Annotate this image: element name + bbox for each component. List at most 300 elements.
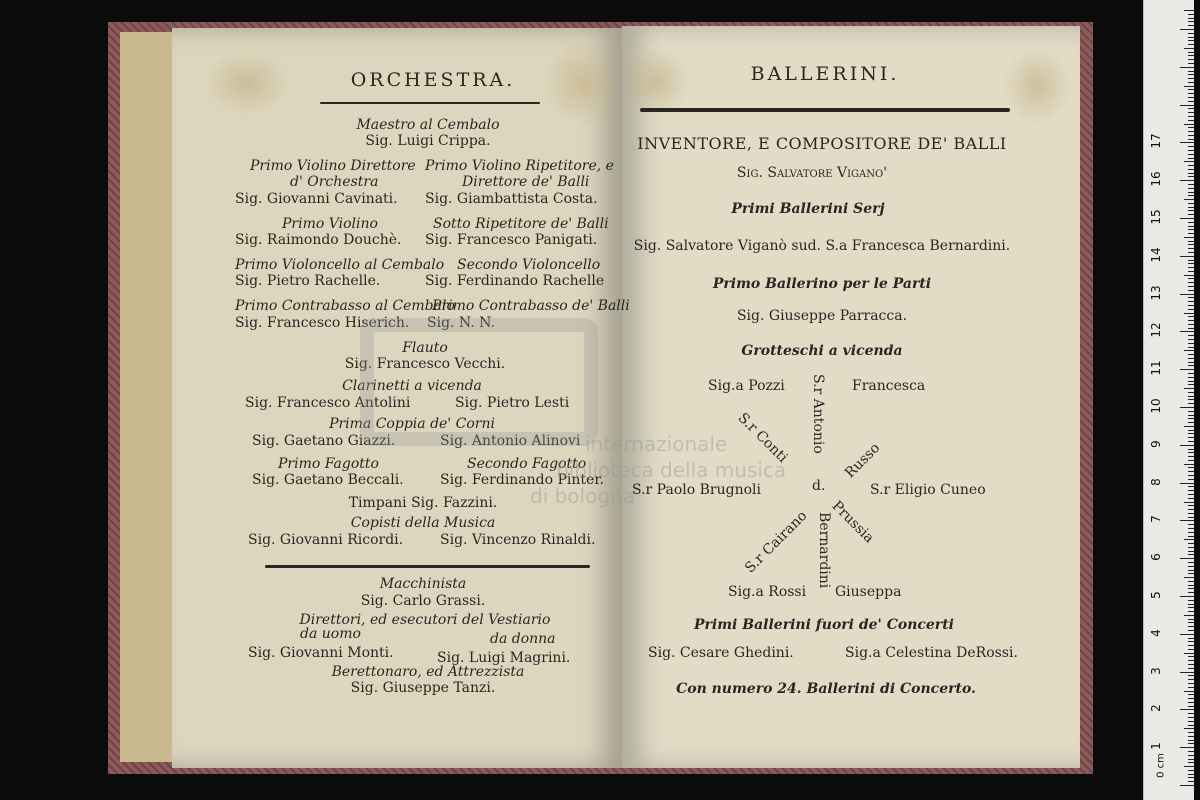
ruler-tick bbox=[1188, 585, 1194, 586]
ruler-tick bbox=[1188, 513, 1194, 514]
ruler-tick bbox=[1188, 210, 1194, 211]
orchestra-macch-name: Sig. Carlo Grassi. bbox=[360, 593, 486, 609]
orchestra-clar-label: Clarinetti a vicenda bbox=[342, 378, 482, 394]
ruler-tick bbox=[1188, 702, 1194, 703]
ruler-tick bbox=[1184, 313, 1194, 314]
page-stain bbox=[622, 46, 692, 116]
ruler-tick bbox=[1188, 71, 1194, 72]
ruler-tick bbox=[1184, 426, 1194, 427]
ruler-tick bbox=[1188, 248, 1194, 249]
orchestra-heading: ORCHESTRA. bbox=[350, 69, 516, 91]
ruler-tick bbox=[1188, 339, 1194, 340]
ruler-number: 15 bbox=[1149, 209, 1163, 225]
orchestra-corni-name2: Sig. Antonio Alinovi bbox=[440, 433, 581, 449]
ruler-tick bbox=[1188, 286, 1194, 287]
ruler-tick bbox=[1188, 150, 1194, 151]
ruler-tick bbox=[1188, 570, 1194, 571]
ruler-tick bbox=[1188, 384, 1194, 385]
ruler-tick bbox=[1180, 672, 1194, 673]
ruler-number: 2 bbox=[1149, 704, 1163, 713]
ruler-tick bbox=[1188, 694, 1194, 695]
ruler-number: 5 bbox=[1149, 591, 1163, 599]
ruler-tick bbox=[1188, 777, 1194, 778]
ruler-tick bbox=[1188, 679, 1194, 680]
ruler-tick bbox=[1184, 48, 1194, 49]
ruler-tick bbox=[1188, 335, 1194, 336]
ruler-tick bbox=[1188, 732, 1194, 733]
ruler-tick bbox=[1188, 774, 1194, 775]
ruler-tick bbox=[1184, 464, 1194, 465]
orchestra-sr-name: Sig. Francesco Panigati. bbox=[425, 232, 598, 248]
ruler-tick bbox=[1188, 743, 1194, 744]
page-stain bbox=[202, 48, 292, 118]
ruler-tick bbox=[1184, 237, 1194, 238]
ruler-tick bbox=[1188, 116, 1194, 117]
ruler-tick bbox=[1188, 517, 1194, 518]
ruler-tick bbox=[1188, 320, 1194, 321]
ruler-tick bbox=[1188, 93, 1194, 94]
ruler-tick bbox=[1188, 505, 1194, 506]
ruler-tick bbox=[1180, 747, 1194, 748]
heading-rule bbox=[320, 102, 540, 104]
ruler-tick bbox=[1188, 97, 1194, 98]
ruler-tick bbox=[1188, 173, 1194, 174]
concerto-line: Con numero 24. Ballerini di Concerto. bbox=[676, 681, 976, 697]
ruler-tick bbox=[1188, 751, 1194, 752]
orchestra-copisti-name1: Sig. Giovanni Ricordi. bbox=[248, 532, 404, 548]
ruler-tick bbox=[1188, 112, 1194, 113]
ruler-tick bbox=[1188, 101, 1194, 102]
star-brugnoli: S.r Paolo Brugnoli bbox=[632, 482, 761, 498]
ruler-tick bbox=[1188, 226, 1194, 227]
ruler-tick bbox=[1188, 59, 1194, 60]
ruler-tick bbox=[1188, 324, 1194, 325]
ruler-tick bbox=[1188, 127, 1194, 128]
ruler-tick bbox=[1188, 411, 1194, 412]
ruler-tick bbox=[1188, 63, 1194, 64]
orchestra-pvd-label1: Primo Violino Direttore bbox=[250, 158, 416, 174]
star-cairano: S.r Cairano bbox=[742, 507, 811, 577]
ruler-tick bbox=[1188, 490, 1194, 491]
ruler-tick bbox=[1188, 154, 1194, 155]
ruler-tick bbox=[1188, 176, 1194, 177]
ruler-tick bbox=[1188, 683, 1194, 684]
orchestra-pf-name: Sig. Gaetano Beccali. bbox=[252, 472, 404, 488]
ruler-tick bbox=[1188, 52, 1194, 53]
ruler-tick bbox=[1180, 105, 1194, 106]
ruler-tick bbox=[1188, 740, 1194, 741]
ruler-tick bbox=[1188, 759, 1194, 760]
ballerini-heading: BALLERINI. bbox=[750, 63, 900, 85]
ruler-tick bbox=[1188, 33, 1194, 34]
star-bernardini: Bernardini bbox=[816, 512, 832, 589]
ruler-tick bbox=[1188, 373, 1194, 374]
ruler-tick bbox=[1188, 479, 1194, 480]
ruler-tick bbox=[1188, 381, 1194, 382]
ruler-tick bbox=[1188, 630, 1194, 631]
ruler-tick bbox=[1188, 146, 1194, 147]
ruler-tick bbox=[1188, 203, 1194, 204]
ruler-tick bbox=[1184, 86, 1194, 87]
ruler-number: 3 bbox=[1149, 666, 1163, 675]
ruler-tick bbox=[1188, 706, 1194, 707]
ruler-number: 13 bbox=[1149, 284, 1163, 301]
ruler-tick bbox=[1188, 301, 1194, 302]
orchestra-dir-name1: Sig. Giovanni Monti. bbox=[248, 645, 394, 661]
ruler-tick bbox=[1188, 755, 1194, 756]
ruler-number: 10 bbox=[1149, 398, 1163, 414]
ruler-tick bbox=[1188, 165, 1194, 166]
ruler-tick bbox=[1188, 354, 1194, 355]
ruler-tick bbox=[1188, 40, 1194, 41]
ruler-tick bbox=[1180, 634, 1194, 635]
orchestra-pvr-name: Sig. Giambattista Costa. bbox=[425, 191, 598, 207]
ruler-tick bbox=[1188, 195, 1194, 196]
ruler-tick bbox=[1188, 649, 1194, 650]
parti-name: Sig. Giuseppe Parracca. bbox=[736, 308, 908, 324]
ruler-tick bbox=[1188, 422, 1194, 423]
orchestra-dir-label: Direttori, ed esecutori del Vestiario bbox=[299, 612, 551, 628]
ruler-tick bbox=[1188, 725, 1194, 726]
ruler-tick bbox=[1188, 278, 1194, 279]
ruler-tick bbox=[1188, 638, 1194, 639]
ruler-tick bbox=[1188, 25, 1194, 26]
ruler-tick bbox=[1188, 687, 1194, 688]
ruler-tick bbox=[1188, 347, 1194, 348]
ruler-tick bbox=[1188, 626, 1194, 627]
serj-names: Sig. Salvatore Viganò sud. S.a Francesca Bernardini. bbox=[633, 238, 1011, 254]
ruler-tick bbox=[1188, 430, 1194, 431]
orchestra-pcc-label: Primo Contrabasso al Cembalo bbox=[235, 298, 455, 314]
orchestra-pvc-name: Sig. Pietro Rachelle. bbox=[235, 273, 381, 289]
orchestra-pvd-label2: d' Orchestra bbox=[290, 174, 379, 190]
ruler-tick bbox=[1184, 388, 1194, 389]
orchestra-beret-label: Berettonaro, ed Attrezzista bbox=[331, 664, 525, 680]
ruler-tick bbox=[1188, 641, 1194, 642]
ruler-tick bbox=[1188, 290, 1194, 291]
ruler-tick bbox=[1188, 21, 1194, 22]
ruler-tick bbox=[1188, 108, 1194, 109]
fuori-name-2: Sig.a Celestina DeRossi. bbox=[845, 645, 1018, 661]
orchestra-dir-name2: Sig. Luigi Magrini. bbox=[437, 650, 571, 666]
ruler-tick bbox=[1188, 592, 1194, 593]
ruler-tick bbox=[1180, 520, 1194, 521]
star-russo: Russo bbox=[842, 440, 884, 482]
fuori-label: Primi Ballerini fuori de' Concerti bbox=[694, 617, 954, 633]
primi-serj-label: Primi Ballerini Serj bbox=[731, 201, 885, 217]
section-rule bbox=[265, 565, 590, 568]
ruler-tick bbox=[1184, 502, 1194, 503]
ruler-tick bbox=[1188, 184, 1194, 185]
ruler-tick bbox=[1188, 437, 1194, 438]
ruler-tick bbox=[1188, 668, 1194, 669]
page-stain bbox=[542, 38, 622, 128]
ruler-tick bbox=[1188, 233, 1194, 234]
ruler-tick bbox=[1188, 494, 1194, 495]
ruler-tick bbox=[1188, 486, 1194, 487]
ruler-unit: 0 cm bbox=[1155, 753, 1167, 778]
ruler-tick bbox=[1188, 192, 1194, 193]
ruler-tick bbox=[1180, 180, 1194, 181]
ruler-tick bbox=[1188, 343, 1194, 344]
ruler-tick bbox=[1188, 588, 1194, 589]
ruler-tick bbox=[1188, 282, 1194, 283]
ruler-tick bbox=[1188, 645, 1194, 646]
ruler-tick bbox=[1180, 256, 1194, 257]
ruler-number: 9 bbox=[1149, 439, 1163, 448]
orchestra-clar-name2: Sig. Pietro Lesti bbox=[455, 395, 570, 411]
ruler-tick bbox=[1188, 660, 1194, 661]
ruler-tick bbox=[1184, 615, 1194, 616]
ruler-tick bbox=[1188, 656, 1194, 657]
star-francesca: Francesca bbox=[852, 378, 926, 394]
star-d: d. bbox=[812, 478, 826, 494]
ruler-tick bbox=[1180, 558, 1194, 559]
star-conti: S.r Conti bbox=[734, 410, 791, 466]
ruler-tick bbox=[1188, 222, 1194, 223]
orchestra-maestro-label: Maestro al Cembalo bbox=[356, 117, 500, 133]
ruler-tick bbox=[1184, 124, 1194, 125]
ruler-tick bbox=[1188, 536, 1194, 537]
ruler-tick bbox=[1188, 392, 1194, 393]
orchestra-pcb-label: Primo Contrabasso de' Balli bbox=[432, 298, 630, 314]
ruler-number: 16 bbox=[1149, 171, 1163, 187]
ruler-tick bbox=[1188, 362, 1194, 363]
orchestra-macch-label: Macchinista bbox=[379, 576, 467, 592]
ruler-tick bbox=[1188, 267, 1194, 268]
ruler-tick bbox=[1188, 528, 1194, 529]
ruler-tick bbox=[1188, 781, 1194, 782]
fuori-name-1: Sig. Cesare Ghedini. bbox=[648, 645, 794, 661]
ruler-tick bbox=[1188, 135, 1194, 136]
library-watermark-logo bbox=[360, 318, 598, 446]
ruler-tick bbox=[1180, 142, 1194, 143]
ruler-tick bbox=[1184, 653, 1194, 654]
ruler-tick bbox=[1188, 551, 1194, 552]
orchestra-uomo-label: da uomo bbox=[300, 626, 361, 642]
orchestra-pvr-label1: Primo Violino Ripetitore, e bbox=[425, 158, 614, 174]
ruler-tick bbox=[1180, 785, 1194, 786]
orchestra-flauto-name: Sig. Francesco Vecchi. bbox=[344, 356, 506, 372]
orchestra-corni-name1: Sig. Gaetano Giazzi. bbox=[252, 433, 396, 449]
ruler-tick bbox=[1188, 297, 1194, 298]
ruler-tick bbox=[1188, 74, 1194, 75]
ruler-tick bbox=[1188, 762, 1194, 763]
ruler-tick bbox=[1188, 509, 1194, 510]
ruler-tick bbox=[1188, 14, 1194, 15]
ruler-tick bbox=[1188, 207, 1194, 208]
ruler-tick bbox=[1180, 596, 1194, 597]
ruler-tick bbox=[1188, 18, 1194, 19]
orchestra-pvr-label2: Direttore de' Balli bbox=[462, 174, 590, 190]
orchestra-sv-name: Sig. Ferdinando Rachelle bbox=[425, 273, 605, 289]
orchestra-maestro-name: Sig. Luigi Crippa. bbox=[365, 133, 491, 149]
orchestra-clar-name1: Sig. Francesco Antolini bbox=[245, 395, 411, 411]
ruler-tick bbox=[1188, 547, 1194, 548]
star-cuneo: S.r Eligio Cuneo bbox=[870, 482, 986, 498]
ruler-tick bbox=[1188, 717, 1194, 718]
star-giuseppa: Giuseppa bbox=[835, 584, 902, 600]
ruler-tick bbox=[1188, 736, 1194, 737]
orchestra-timpani: Timpani Sig. Fazzini. bbox=[348, 495, 498, 511]
ruler-tick bbox=[1188, 396, 1194, 397]
ruler-tick bbox=[1188, 600, 1194, 601]
ruler-tick bbox=[1184, 691, 1194, 692]
ruler-tick bbox=[1188, 475, 1194, 476]
ruler-tick bbox=[1188, 604, 1194, 605]
ruler-tick bbox=[1188, 664, 1194, 665]
ruler-tick bbox=[1184, 350, 1194, 351]
ruler-tick bbox=[1188, 139, 1194, 140]
ruler-tick bbox=[1188, 452, 1194, 453]
ruler-tick bbox=[1188, 399, 1194, 400]
orchestra-corni-label: Prima Coppia de' Corni bbox=[329, 416, 495, 432]
ruler-tick bbox=[1188, 305, 1194, 306]
ruler-tick bbox=[1180, 445, 1194, 446]
ruler-tick bbox=[1188, 358, 1194, 359]
ruler-tick bbox=[1188, 89, 1194, 90]
ruler-tick bbox=[1188, 770, 1194, 771]
orchestra-sf-label: Secondo Fagotto bbox=[467, 456, 587, 472]
orchestra-sv-label: Secondo Violoncello bbox=[457, 257, 601, 273]
ruler-tick bbox=[1188, 271, 1194, 272]
page-stain bbox=[1002, 46, 1072, 126]
star-prussia: Prussia bbox=[828, 498, 878, 547]
ruler-tick bbox=[1188, 554, 1194, 555]
ruler-tick bbox=[1188, 498, 1194, 499]
orchestra-copisti-label: Copisti della Musica bbox=[350, 515, 496, 531]
ruler-tick bbox=[1188, 449, 1194, 450]
ruler-tick bbox=[1188, 566, 1194, 567]
ruler-tick bbox=[1188, 471, 1194, 472]
ruler-tick bbox=[1188, 158, 1194, 159]
ruler-tick bbox=[1188, 524, 1194, 525]
watermark-line-1: internazionale bbox=[585, 432, 728, 456]
ruler-tick bbox=[1188, 260, 1194, 261]
ruler-tick bbox=[1188, 229, 1194, 230]
ruler-tick bbox=[1188, 562, 1194, 563]
ruler-tick bbox=[1188, 403, 1194, 404]
ruler-tick bbox=[1180, 407, 1194, 408]
ruler-tick bbox=[1188, 607, 1194, 608]
ruler-tick bbox=[1188, 377, 1194, 378]
ruler-tick bbox=[1188, 456, 1194, 457]
orchestra-pv-name: Sig. Raimondo Douchè. bbox=[235, 232, 402, 248]
measurement-ruler bbox=[1143, 0, 1194, 800]
orchestra-sr-label: Sotto Ripetitore de' Balli bbox=[433, 216, 609, 232]
ruler-tick bbox=[1188, 120, 1194, 121]
ruler-tick bbox=[1188, 721, 1194, 722]
ruler-tick bbox=[1188, 675, 1194, 676]
ruler-tick bbox=[1188, 169, 1194, 170]
ruler-tick bbox=[1188, 241, 1194, 242]
ruler-tick bbox=[1188, 467, 1194, 468]
orchestra-pcb-name: Sig. N. N. bbox=[427, 315, 495, 331]
ruler-tick bbox=[1188, 244, 1194, 245]
ruler-tick bbox=[1188, 460, 1194, 461]
ruler-tick bbox=[1180, 67, 1194, 68]
star-rossi: Sig.a Rossi bbox=[728, 584, 807, 600]
ruler-tick bbox=[1188, 532, 1194, 533]
ruler-tick bbox=[1188, 252, 1194, 253]
grotteschi-label: Grotteschi a vicenda bbox=[741, 343, 903, 359]
ruler-tick bbox=[1184, 539, 1194, 540]
ruler-number: 8 bbox=[1149, 477, 1163, 486]
ruler-tick bbox=[1184, 766, 1194, 767]
ruler-tick bbox=[1188, 698, 1194, 699]
ruler-tick bbox=[1188, 55, 1194, 56]
ruler-tick bbox=[1188, 328, 1194, 329]
ruler-tick bbox=[1180, 369, 1194, 370]
ruler-tick bbox=[1180, 294, 1194, 295]
ruler-tick bbox=[1188, 214, 1194, 215]
star-antonio: S.r Antonio bbox=[810, 374, 826, 454]
ruler-tick bbox=[1188, 309, 1194, 310]
ruler-tick bbox=[1188, 441, 1194, 442]
orchestra-pcc-name: Sig. Francesco Hiserich. bbox=[235, 315, 410, 331]
ruler-tick bbox=[1188, 188, 1194, 189]
ruler-number: 4 bbox=[1149, 628, 1163, 637]
ruler-tick bbox=[1188, 622, 1194, 623]
ruler-number: 12 bbox=[1149, 322, 1163, 339]
ruler-tick bbox=[1184, 275, 1194, 276]
ruler-tick bbox=[1188, 611, 1194, 612]
star-pozzi: Sig.a Pozzi bbox=[708, 378, 785, 394]
ruler-number: 14 bbox=[1149, 247, 1163, 263]
orchestra-pvd-name: Sig. Giovanni Cavinati. bbox=[235, 191, 398, 207]
orchestra-pvc-label: Primo Violoncello al Cembalo bbox=[235, 257, 445, 273]
ruler-tick bbox=[1188, 573, 1194, 574]
ruler-tick bbox=[1180, 218, 1194, 219]
ruler-tick bbox=[1188, 263, 1194, 264]
orchestra-pv-label: Primo Violino bbox=[282, 216, 378, 232]
ruler-tick bbox=[1188, 543, 1194, 544]
ruler-tick bbox=[1184, 161, 1194, 162]
orchestra-donna-label: da donna bbox=[490, 631, 556, 647]
ruler-tick bbox=[1180, 483, 1194, 484]
ruler-tick bbox=[1188, 418, 1194, 419]
ruler-tick bbox=[1188, 37, 1194, 38]
inventore-name: Sig. Salvatore Vigano' bbox=[736, 165, 888, 181]
ruler-tick bbox=[1180, 29, 1194, 30]
ruler-tick bbox=[1184, 577, 1194, 578]
ruler-tick bbox=[1188, 365, 1194, 366]
ruler-number: 7 bbox=[1149, 515, 1163, 524]
ruler-tick bbox=[1188, 619, 1194, 620]
ruler-number: 17 bbox=[1149, 133, 1163, 150]
orchestra-pf-label: Primo Fagotto bbox=[278, 456, 379, 472]
ruler-tick bbox=[1188, 581, 1194, 582]
watermark-line-3: di bologna bbox=[530, 484, 635, 508]
watermark-line-2: biblioteca della musica bbox=[556, 458, 787, 482]
ruler-number: 6 bbox=[1149, 553, 1163, 562]
inventore-title: INVENTORE, E COMPOSITORE DE' BALLI bbox=[637, 134, 1007, 153]
ruler-tick bbox=[1188, 78, 1194, 79]
ruler-tick bbox=[1188, 82, 1194, 83]
ruler-tick bbox=[1180, 709, 1194, 710]
ruler-tick bbox=[1184, 199, 1194, 200]
orchestra-sf-name: Sig. Ferdinando Pinter. bbox=[440, 472, 604, 488]
ruler-number: 11 bbox=[1149, 360, 1163, 376]
orchestra-beret-name: Sig. Giuseppe Tanzi. bbox=[350, 680, 496, 696]
ruler-number: 1 bbox=[1149, 742, 1163, 751]
ruler-tick bbox=[1188, 433, 1194, 434]
ruler-tick bbox=[1188, 713, 1194, 714]
heading-rule bbox=[640, 108, 1010, 112]
ruler-tick bbox=[1184, 728, 1194, 729]
ruler-tick bbox=[1188, 44, 1194, 45]
primo-parti-label: Primo Ballerino per le Parti bbox=[712, 276, 932, 292]
